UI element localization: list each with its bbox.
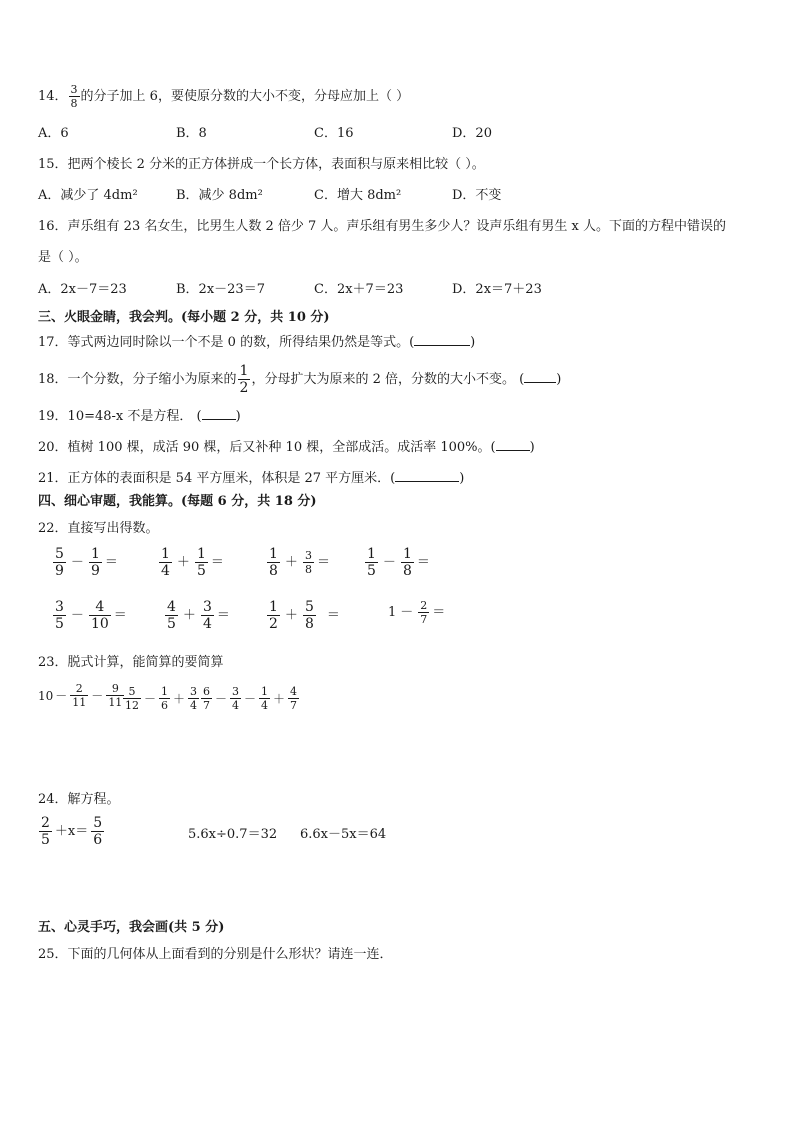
q20-answer-blank[interactable] bbox=[496, 438, 530, 451]
q18-answer-blank[interactable] bbox=[524, 370, 556, 383]
q22-expr-1: $\frac{5}{9}$ － $\frac{1}{9}$ ＝ bbox=[55, 546, 118, 579]
question-22: 22．直接写出得数。 bbox=[38, 521, 159, 536]
question-24: 24．解方程。 bbox=[38, 792, 120, 807]
question-19: 19．10=48-x 不是方程． ( ) bbox=[38, 409, 241, 424]
q24-equation-3: 6.6x－5x＝64 bbox=[300, 827, 387, 842]
q16-option-a: A．2x－7＝23 bbox=[38, 282, 127, 297]
q22-expr-8: 1 － $\frac{2}{7}$ ＝ bbox=[388, 599, 446, 626]
q14-text: 的分子加上 6，要使原分数的大小不变，分母应加上（ ） bbox=[80, 89, 410, 104]
q14-option-b: B．8 bbox=[176, 126, 207, 141]
question-16-line2: 是（ ）。 bbox=[38, 250, 88, 265]
question-25: 25．下面的几何体从上面看到的分别是什么形状？请连一连． bbox=[38, 947, 393, 962]
q15-option-d: D．不变 bbox=[452, 188, 502, 203]
q23-expr-3: $\frac{6}{7}$ － $\frac{3}{4}$ － $\frac{1}{4}$ ＋ $\frac{4}{7}$ bbox=[203, 685, 298, 712]
q16-option-d: D．2x＝7＋23 bbox=[452, 282, 542, 297]
section-4-title: 四、细心审题，我能算。(每题 6 分，共 18 分) bbox=[38, 494, 317, 509]
q19-answer-blank[interactable] bbox=[202, 407, 236, 420]
question-23: 23．脱式计算，能简算的要简算 bbox=[38, 655, 224, 670]
q14-option-a: A．6 bbox=[38, 126, 69, 141]
q24-equation-1: $\frac{2}{5}$ ＋x＝ $\frac{5}{6}$ bbox=[41, 815, 103, 848]
section-5-title: 五、心灵手巧，我会画(共 5 分) bbox=[38, 920, 225, 935]
q14-option-d: D．20 bbox=[452, 126, 492, 141]
q23-expr-2: $\frac{5}{12}$ － $\frac{1}{6}$ ＋ $\frac{3}{4}$ bbox=[125, 685, 198, 712]
question-15: 15．把两个棱长 2 分米的正方体拼成一个长方体，表面积与原来相比较（ ）。 bbox=[38, 157, 485, 172]
q23-expr-1: 10 － $\frac{2}{11}$ － $\frac{9}{11}$ bbox=[38, 682, 123, 709]
q17-answer-blank[interactable] bbox=[414, 333, 470, 346]
q22-expr-5: $\frac{3}{5}$ － $\frac{4}{10}$ ＝ bbox=[55, 599, 127, 632]
question-17: 17．等式两边同时除以一个不是 0 的数，所得结果仍然是等式。( ) bbox=[38, 335, 476, 350]
question-21: 21．正方体的表面积是 54 平方厘米，体积是 27 平方厘米．( ) bbox=[38, 471, 465, 486]
q22-expr-2: $\frac{1}{4}$ ＋ $\frac{1}{5}$ ＝ bbox=[161, 546, 224, 579]
q21-answer-blank[interactable] bbox=[395, 469, 459, 482]
question-16-line1: 16．声乐组有 23 名女生，比男生人数 2 倍少 7 人。声乐组有男生多少人？设声乐组有男生 x 人。下面的方程中错误的 bbox=[38, 219, 727, 234]
question-20: 20．植树 100 棵，成活 90 棵，后又补种 10 棵，全部成活。成活率 100%。( ) bbox=[38, 440, 535, 455]
q18-fraction: $\frac{1}{2}$ bbox=[239, 363, 249, 396]
q15-option-c: C．增大 8dm² bbox=[314, 188, 402, 203]
section-3-title: 三、火眼金睛，我会判。(每小题 2 分，共 10 分) bbox=[38, 310, 330, 325]
question-18: 18．一个分数，分子缩小为原来的 $\frac{1}{2}$ ，分母扩大为原来的 2 倍，分数的大小不变。 ( ) bbox=[38, 363, 562, 396]
q16-option-c: C．2x＋7＝23 bbox=[314, 282, 404, 297]
q22-expr-7: $\frac{1}{2}$ ＋ $\frac{5}{8}$ ＝ bbox=[269, 599, 340, 632]
question-14 bbox=[38, 84, 409, 109]
q14-option-c: C．16 bbox=[314, 126, 354, 141]
q14-number: 14． bbox=[38, 89, 68, 104]
q22-expr-4: $\frac{1}{5}$ － $\frac{1}{8}$ ＝ bbox=[367, 546, 430, 579]
q15-option-b: B．减少 8dm² bbox=[176, 188, 263, 203]
q22-expr-3: $\frac{1}{8}$ ＋ $\frac{3}{8}$ ＝ bbox=[269, 546, 330, 579]
q15-option-a: A．减少了 4dm² bbox=[38, 188, 138, 203]
q24-equation-2: 5.6x÷0.7＝32 bbox=[188, 827, 278, 842]
q16-option-b: B．2x－23＝7 bbox=[176, 282, 265, 297]
q22-expr-6: $\frac{4}{5}$ ＋ $\frac{3}{4}$ ＝ bbox=[167, 599, 230, 632]
q14-fraction: $\frac{3}{8}$ bbox=[70, 83, 78, 110]
